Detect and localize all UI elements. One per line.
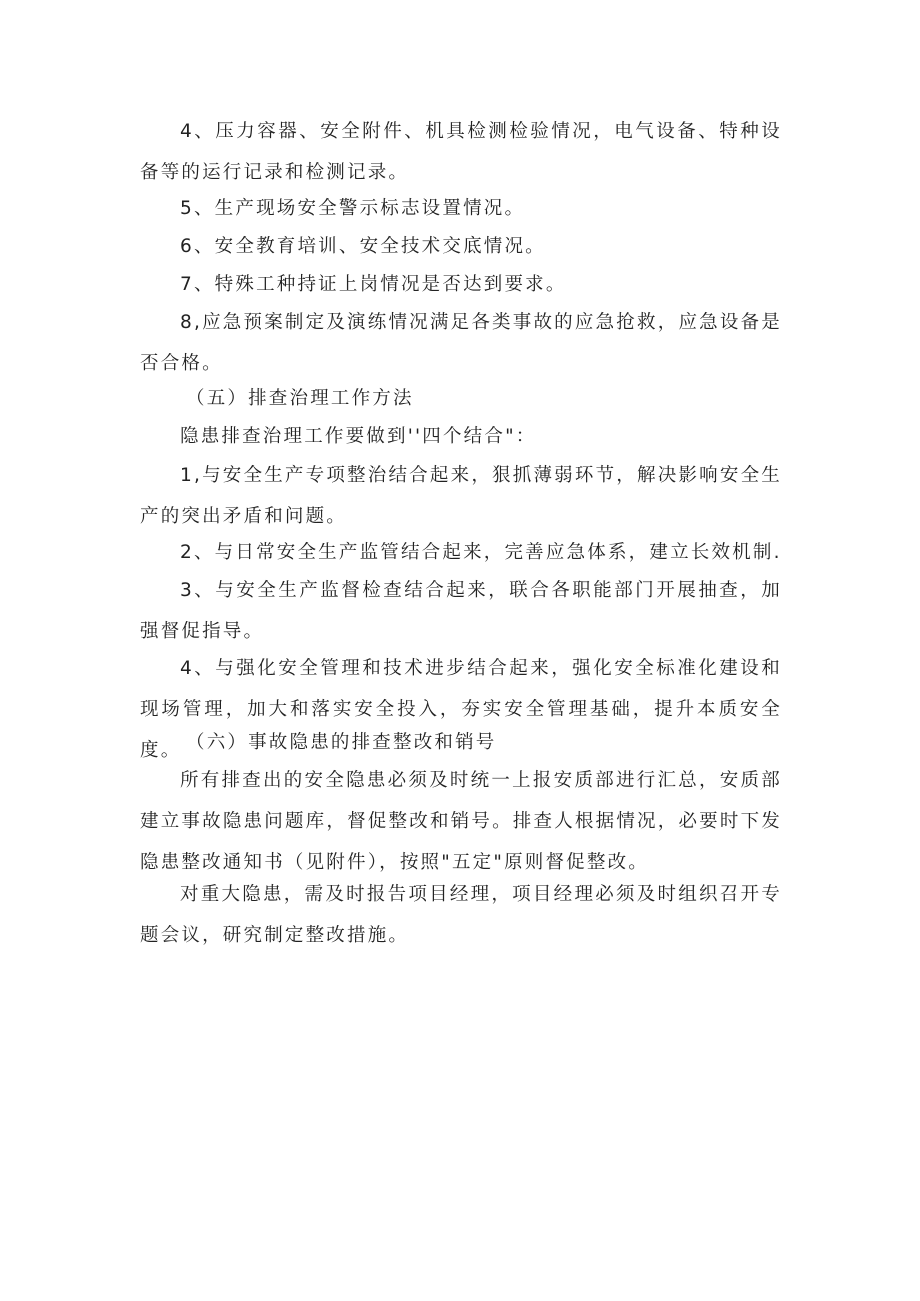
list-item-pressure-vessels: 4、压力容器、安全附件、机具检测检验情况，电气设备、特种设备等的运行记录和检测记录。 <box>140 121 782 183</box>
list-item-combination-4: 4、与强化安全管理和技术进步结合起来，强化安全标准化建设和现场管理，加大和落实安全投入，夯实安全管理基础，提升本质安全度。 <box>140 658 782 761</box>
section-intro-four-combinations: 隐患排查治理工作要做到''四个结合"： <box>180 426 537 447</box>
section-heading-rectification: （六）事故隐患的排查整改和销号 <box>186 732 497 753</box>
list-item-special-workers: 7、特殊工种持证上岗情况是否达到要求。 <box>180 274 567 295</box>
paragraph-reporting: 所有排查出的安全隐患必须及时统一上报安质部进行汇总，安质部建立事故隐患问题库，督促整改和销号。排查人根据情况，必要时下发隐患整改通知书（见附件），按照"五定"原则督促整改。 <box>140 770 782 873</box>
list-item-warning-signs: 5、生产现场安全警示标志设置情况。 <box>180 198 526 219</box>
list-item-combination-2: 2、与日常安全生产监管结合起来，完善应急体系，建立长效机制. <box>180 542 782 563</box>
list-item-emergency-plan: 8,应急预案制定及演练情况满足各类事故的应急抢救，应急设备是否合格。 <box>140 312 782 374</box>
paragraph-major-hazards: 对重大隐患，需及时报告项目经理，项目经理必须及时组织召开专题会议，研究制定整改措施。 <box>140 884 782 946</box>
section-heading-methods: （五）排查治理工作方法 <box>186 388 414 409</box>
list-item-combination-3: 3、与安全生产监督检查结合起来，联合各职能部门开展抽查，加强督促指导。 <box>140 580 782 642</box>
list-item-safety-training: 6、安全教育培训、安全技术交底情况。 <box>180 236 546 257</box>
list-item-combination-1: 1,与安全生产专项整治结合起来，狠抓薄弱环节，解决影响安全生产的突出矛盾和问题。 <box>140 465 782 527</box>
